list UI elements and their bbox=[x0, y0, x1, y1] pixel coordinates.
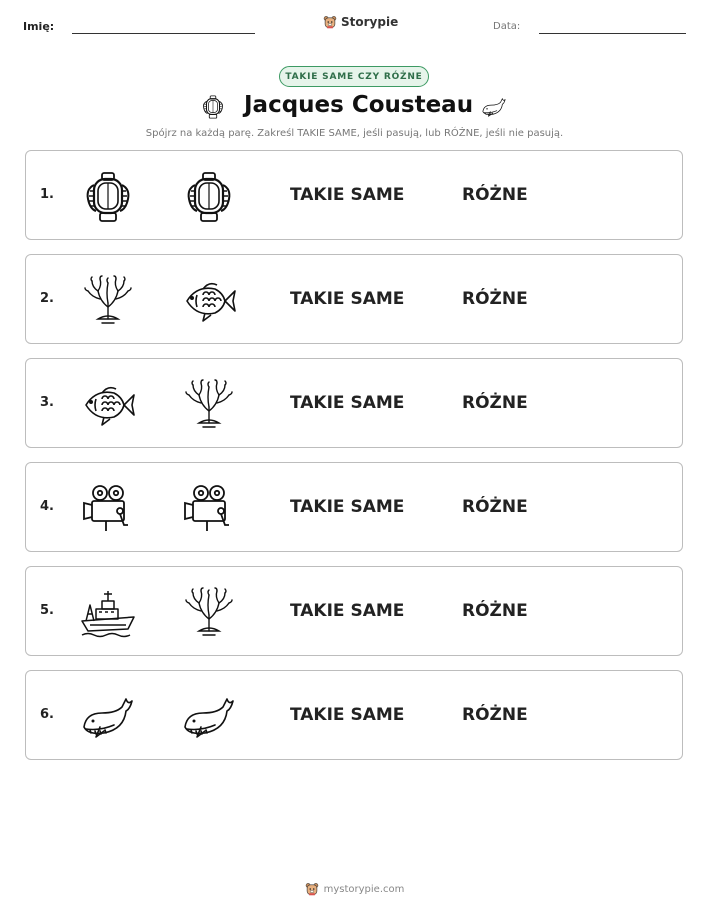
fish-icon bbox=[181, 273, 237, 329]
exercise-row-1 bbox=[25, 150, 683, 240]
option-different[interactable]: RÓŻNE bbox=[462, 705, 528, 725]
exercise-row-3 bbox=[25, 358, 683, 448]
brand-name: Storypie bbox=[341, 15, 399, 29]
option-same[interactable]: TAKIE SAME bbox=[290, 601, 405, 621]
row-number: 1. bbox=[40, 187, 54, 202]
coral-icon bbox=[181, 377, 237, 433]
diving-helmet-icon bbox=[181, 169, 237, 225]
exercise-row-6 bbox=[25, 670, 683, 760]
footer-site-link[interactable]: mystorypie.com bbox=[323, 883, 405, 895]
instructions: Spójrz na każdą parę. Zakreśl TAKIE SAME, jeśli pasują, lub RÓŻNE, jeśli nie pasują. bbox=[145, 128, 564, 139]
name-label: Imię: bbox=[23, 20, 55, 33]
date-label: Data: bbox=[493, 21, 521, 32]
option-same[interactable]: TAKIE SAME bbox=[290, 289, 405, 309]
option-different[interactable]: RÓŻNE bbox=[462, 497, 528, 517]
ship-icon bbox=[80, 585, 136, 641]
option-different[interactable]: RÓŻNE bbox=[462, 185, 528, 205]
footer bbox=[0, 879, 709, 899]
name-line[interactable] bbox=[72, 33, 255, 34]
coral-icon bbox=[181, 585, 237, 641]
diving-helmet-icon bbox=[80, 169, 136, 225]
option-different[interactable]: RÓŻNE bbox=[462, 601, 528, 621]
row-number: 3. bbox=[40, 395, 54, 410]
bear-mascot-icon bbox=[305, 881, 319, 897]
whale-icon bbox=[80, 689, 136, 745]
row-number: 5. bbox=[40, 603, 54, 618]
date-line[interactable] bbox=[539, 33, 686, 34]
film-camera-icon bbox=[181, 481, 237, 537]
exercise-row-5 bbox=[25, 566, 683, 656]
option-different[interactable]: RÓŻNE bbox=[462, 393, 528, 413]
coral-icon bbox=[80, 273, 136, 329]
whale-icon bbox=[478, 94, 510, 120]
diving-helmet-icon bbox=[200, 92, 226, 122]
row-number: 2. bbox=[40, 291, 54, 306]
fish-icon bbox=[80, 377, 136, 433]
worksheet-header bbox=[0, 0, 709, 50]
brand-logo bbox=[323, 13, 398, 31]
option-same[interactable]: TAKIE SAME bbox=[290, 497, 405, 517]
worksheet-type-badge: TAKIE SAME CZY RÓŻNE bbox=[279, 66, 429, 87]
exercise-row-2 bbox=[25, 254, 683, 344]
row-number: 6. bbox=[40, 707, 54, 722]
option-same[interactable]: TAKIE SAME bbox=[290, 705, 405, 725]
film-camera-icon bbox=[80, 481, 136, 537]
option-same[interactable]: TAKIE SAME bbox=[290, 185, 405, 205]
exercise-row-4 bbox=[25, 462, 683, 552]
whale-icon bbox=[181, 689, 237, 745]
option-same[interactable]: TAKIE SAME bbox=[290, 393, 405, 413]
title-row bbox=[0, 90, 709, 126]
row-number: 4. bbox=[40, 499, 54, 514]
page-title: Jacques Cousteau bbox=[244, 92, 474, 118]
bear-mascot-icon bbox=[323, 14, 337, 30]
option-different[interactable]: RÓŻNE bbox=[462, 289, 528, 309]
